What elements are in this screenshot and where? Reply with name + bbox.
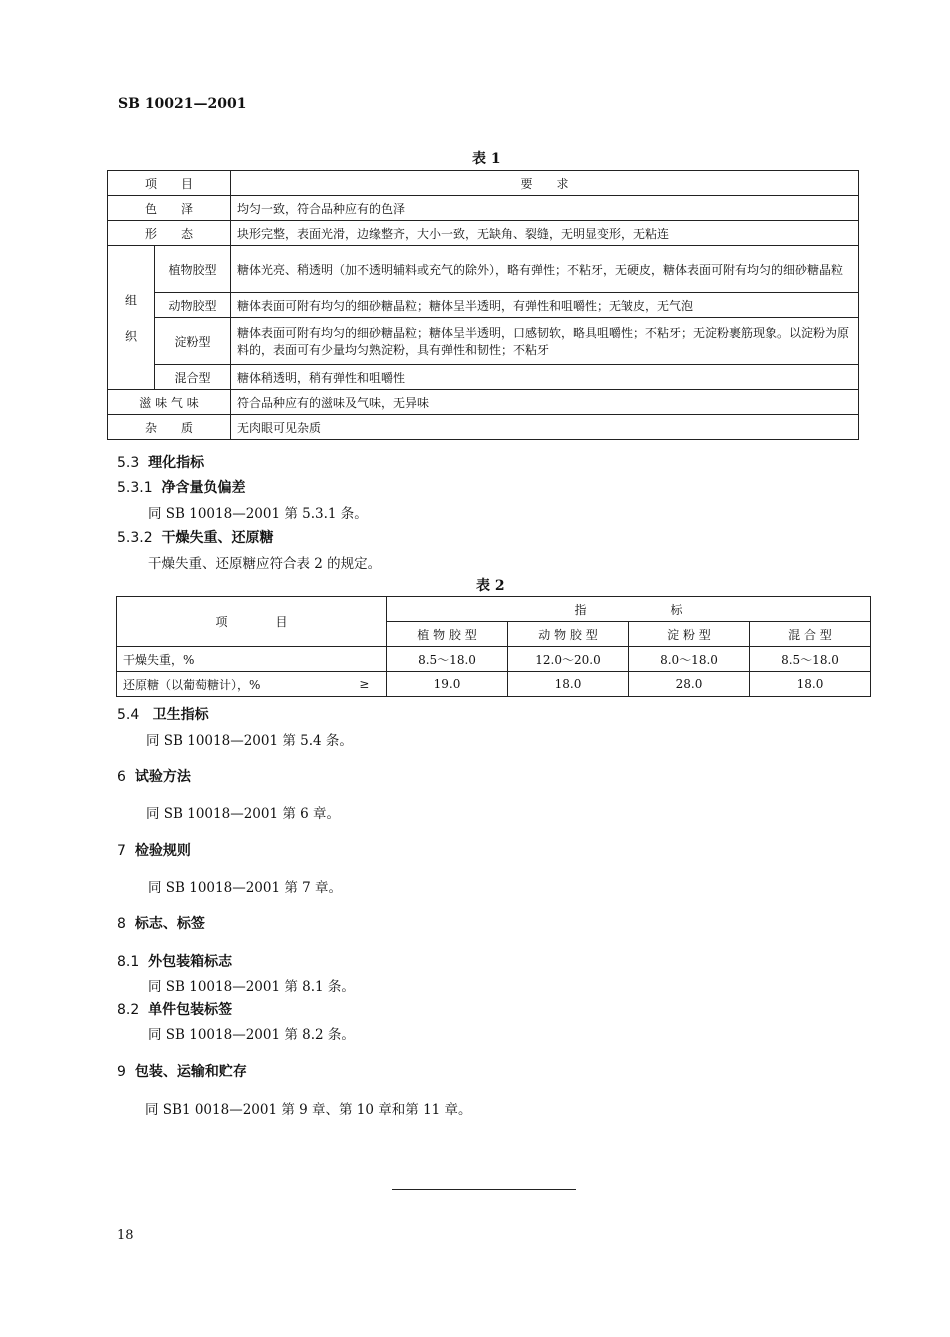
row-value: 糖体表面可附有均匀的细砂糖晶粒；糖体呈半透明，有弹性和咀嚼性；无皱皮，无气泡 [231,293,859,318]
table-row [108,196,859,221]
table-header-row [117,597,871,622]
cell-value: 8.0～18.0 [629,647,750,672]
section-5-3-2-heading: 5.3.2 干燥失重、还原糖 [117,530,274,546]
header-index: 指 标 [387,597,871,622]
row-label: 植物胶型 [155,246,231,293]
table-row [108,318,859,365]
table-row [117,647,871,672]
row-label: 动物胶型 [155,293,231,318]
section-5-3-heading: 5.3 理化指标 [117,455,205,471]
section-9-heading: 9 包装、运输和贮存 [117,1064,247,1080]
section-8-1-body: 同 SB 10018—2001 第 8.1 条。 [148,979,355,995]
table-row [108,415,859,440]
section-8-heading: 8 标志、标签 [117,916,205,932]
type-header: 植 物 胶 型 [387,622,508,647]
section-5-3-1-body: 同 SB 10018—2001 第 5.3.1 条。 [148,506,368,522]
table-row [117,672,871,697]
page-number: 18 [117,1228,134,1243]
table-header-row [108,171,859,196]
table2-caption: 表 2 [476,578,505,594]
type-header: 动 物 胶 型 [508,622,629,647]
cell-value: 18.0 [508,672,629,697]
section-9-body: 同 SB1 0018—2001 第 9 章、第 10 章和第 11 章。 [145,1102,472,1118]
row-value: 无肉眼可见杂质 [231,415,859,440]
row-value: 糖体稍透明，稍有弹性和咀嚼性 [231,365,859,390]
cell-value: 8.5～18.0 [387,647,508,672]
section-5-4-heading: 5.4 卫生指标 [117,707,209,723]
table-row [108,390,859,415]
row-label: 还原糖（以葡萄糖计），% [117,672,343,697]
row-label: 形 态 [108,221,231,246]
row-operator: ≥ [343,672,387,697]
row-value: 均匀一致，符合品种应有的色泽 [231,196,859,221]
row-label: 杂 质 [108,415,231,440]
row-label: 混合型 [155,365,231,390]
section-7-body: 同 SB 10018—2001 第 7 章。 [148,880,343,896]
header-item: 项 目 [108,171,231,196]
section-5-4-body: 同 SB 10018—2001 第 5.4 条。 [146,733,353,749]
header-item: 项 目 [117,597,387,647]
row-label: 淀粉型 [155,318,231,365]
standard-code: SB 10021—2001 [118,96,247,112]
row-label: 滋 味 气 味 [108,390,231,415]
section-7-heading: 7 检验规则 [117,843,191,859]
section-5-3-1-heading: 5.3.1 净含量负偏差 [117,480,246,496]
row-label: 色 泽 [108,196,231,221]
section-8-2-body: 同 SB 10018—2001 第 8.2 条。 [148,1027,355,1043]
row-operator [343,647,387,672]
table-row [108,365,859,390]
type-header: 淀 粉 型 [629,622,750,647]
section-8-1-heading: 8.1 外包装箱标志 [117,954,233,970]
group-label: 组 织 [108,246,155,390]
cell-value: 8.5～18.0 [750,647,871,672]
section-6-body: 同 SB 10018—2001 第 6 章。 [146,806,341,822]
type-header: 混 合 型 [750,622,871,647]
cell-value: 12.0～20.0 [508,647,629,672]
section-5-3-2-body: 干燥失重、还原糖应符合表 2 的规定。 [148,556,382,572]
header-requirement: 要 求 [231,171,859,196]
cell-value: 18.0 [750,672,871,697]
cell-value: 28.0 [629,672,750,697]
cell-value: 19.0 [387,672,508,697]
physicochemical-table [116,596,871,697]
section-6-heading: 6 试验方法 [117,769,191,785]
table1-caption: 表 1 [472,151,501,167]
requirements-table [107,170,859,440]
row-value: 糖体表面可附有均匀的细砂糖晶粒；糖体呈半透明，口感韧软，略具咀嚼性；不粘牙；无淀粉裹筋现象。以淀粉为原料的，表面可有少量均匀熟淀粉，具有弹性和韧性；不粘牙 [231,318,859,365]
row-label: 干燥失重，% [117,647,343,672]
row-value: 块形完整，表面光滑，边缘整齐，大小一致，无缺角、裂缝，无明显变形，无粘连 [231,221,859,246]
table-row [108,293,859,318]
section-8-2-heading: 8.2 单件包装标签 [117,1002,233,1018]
table-row [108,221,859,246]
row-value: 符合品种应有的滋味及气味，无异味 [231,390,859,415]
table-row [108,246,859,293]
end-rule [392,1189,576,1190]
row-value: 糖体光亮、稍透明（加不透明辅料或充气的除外），略有弹性；不粘牙，无硬皮，糖体表面可附有均匀的细砂糖晶粒 [231,246,859,293]
